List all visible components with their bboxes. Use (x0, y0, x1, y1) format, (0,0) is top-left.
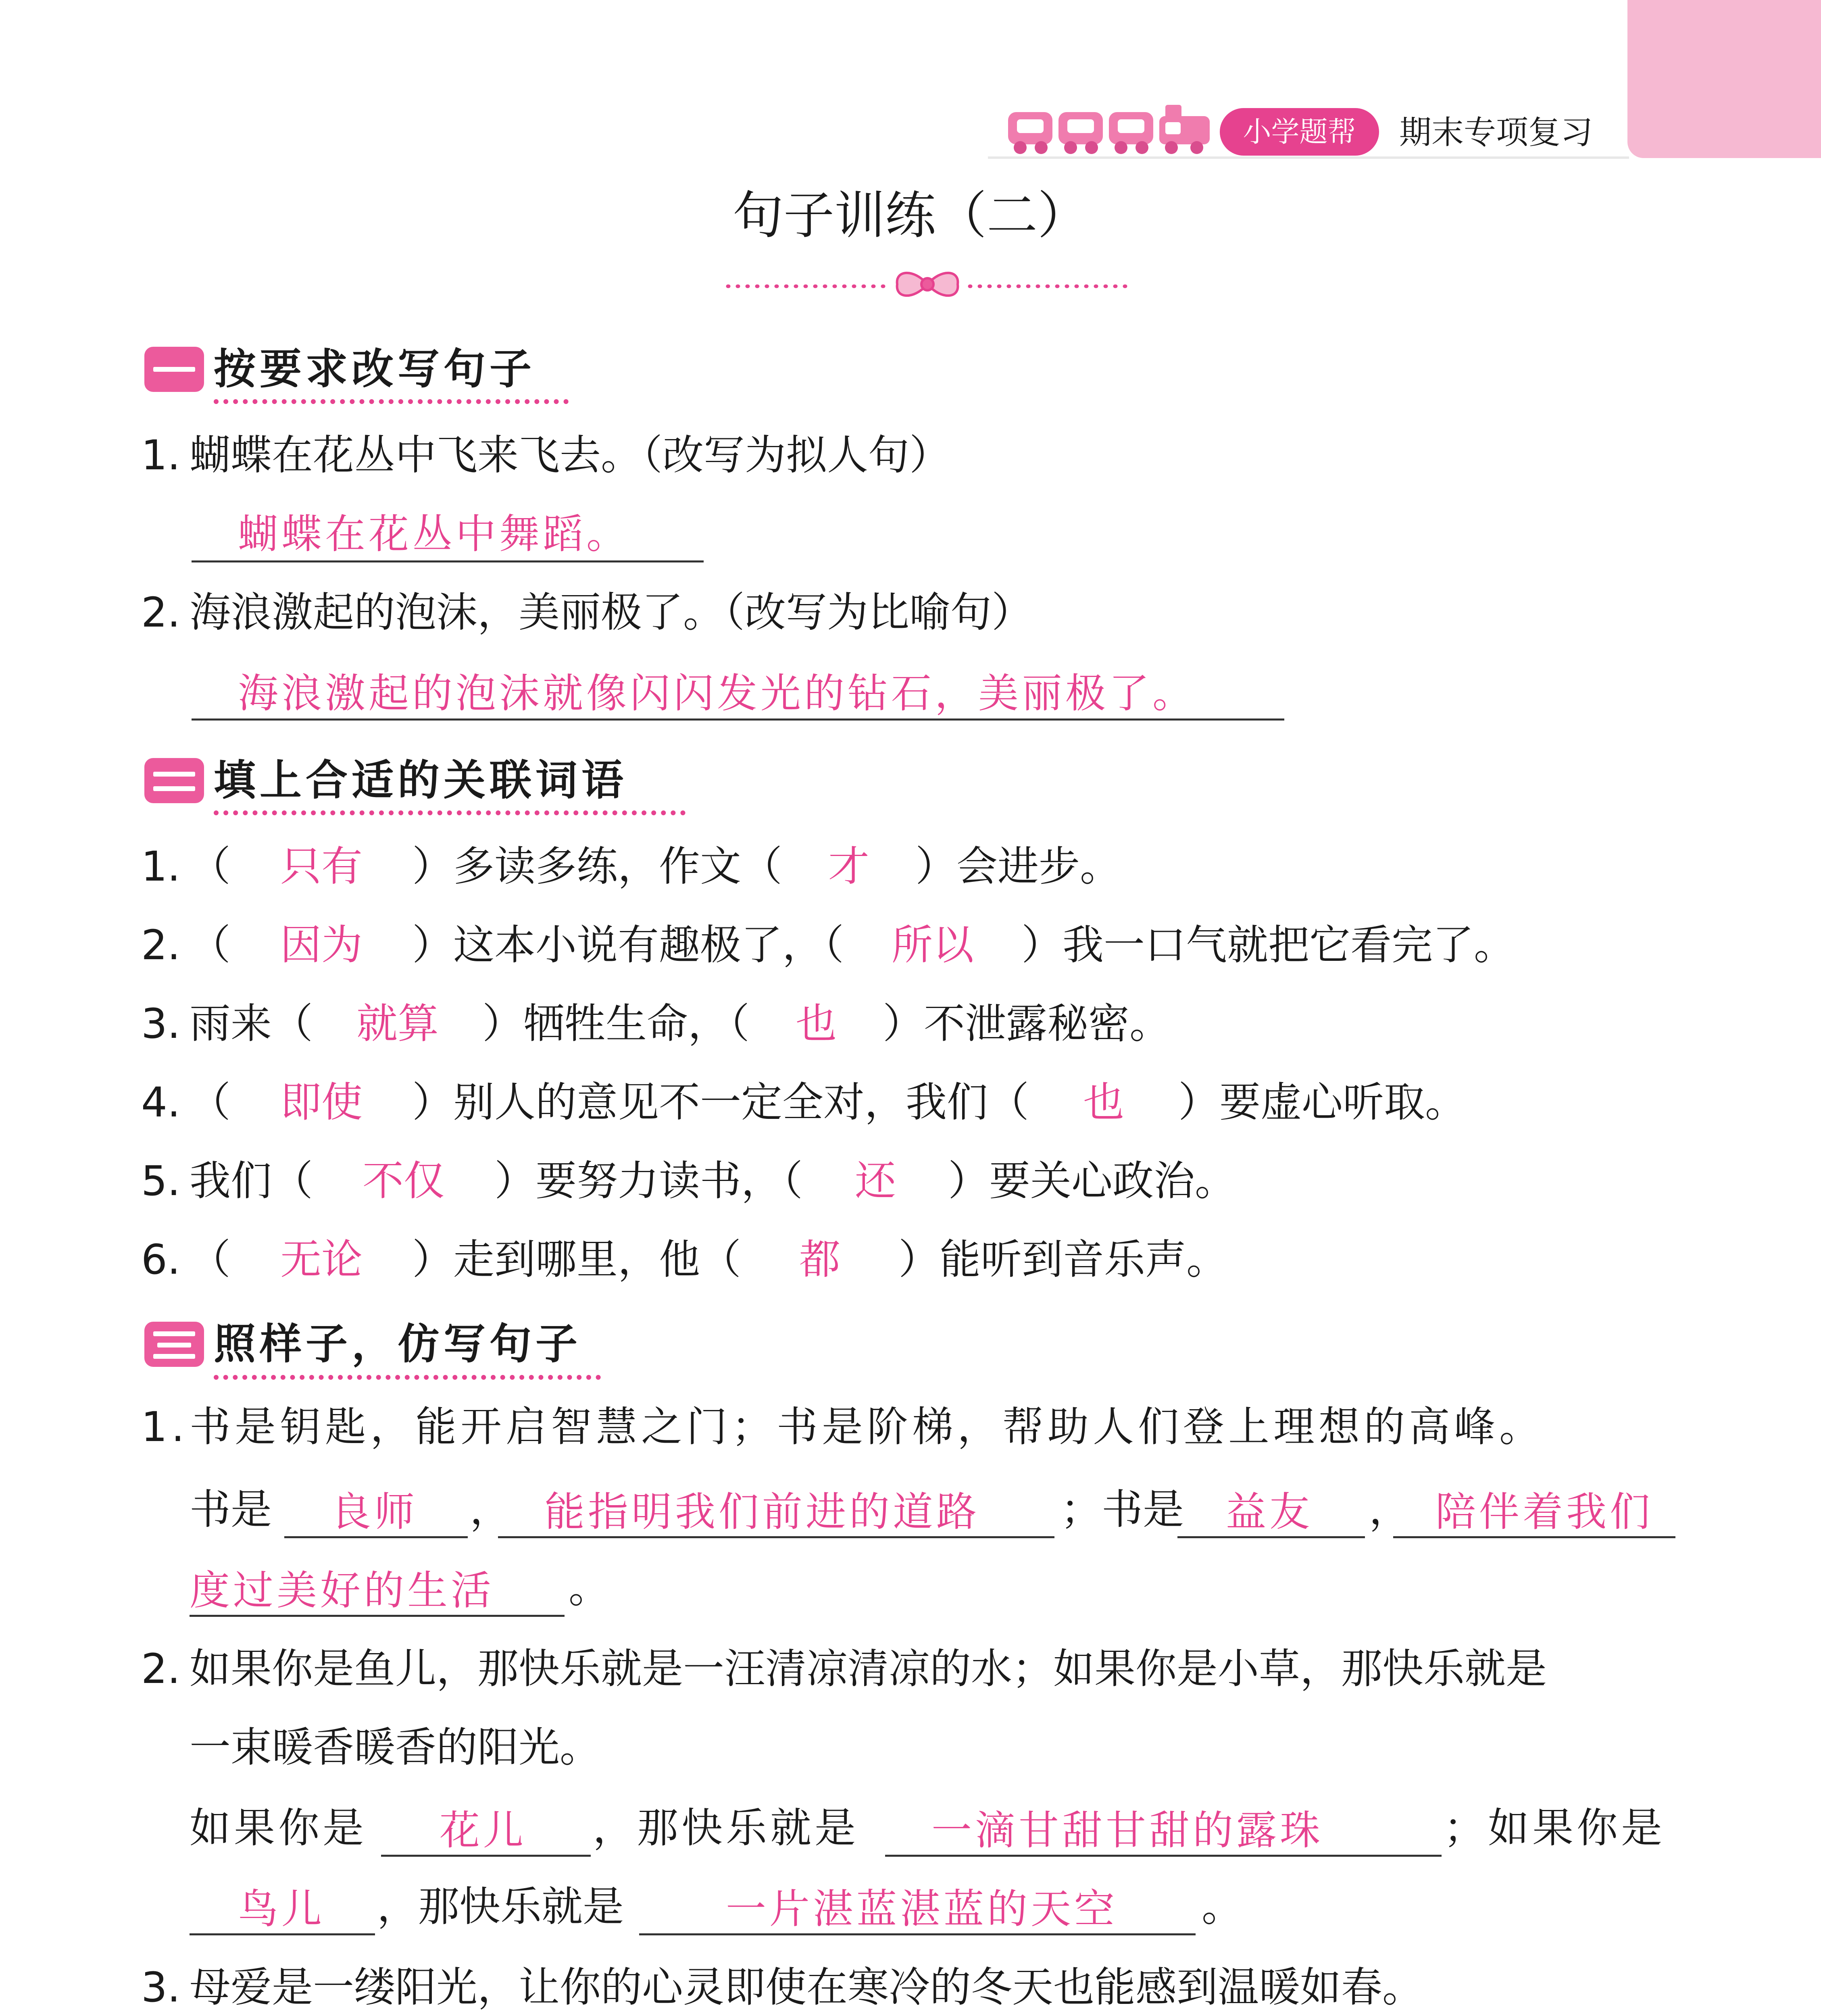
s3-q1-answer-4: 陪伴着我们 (1436, 1488, 1653, 1535)
s3-q1-example: 1.书是钥匙，能开启智慧之门；书是阶梯，帮助人们登上理想的高峰。 (141, 1403, 1544, 1451)
section-badge-3 (144, 1322, 204, 1367)
section-badge-2 (144, 758, 204, 803)
s2-q1-answer-2: 才 (828, 843, 869, 891)
s2-q6-answer-1: 无论 (280, 1236, 363, 1284)
s3-q1-comma-1: ， (470, 1486, 511, 1534)
s3-q1-text: 书是钥匙，能开启智慧之门；书是阶梯，帮助人们登上理想的高峰。 (190, 1403, 1544, 1451)
s2-q4-answer-2: 也 (1083, 1079, 1124, 1127)
section-title-2: 填上合适的关联词语 (214, 756, 628, 805)
section-title-1: 按要求改写句子 (214, 344, 536, 394)
s1-q2-answer: 海浪激起的泡沫就像闪闪发光的钻石，美丽极了。 (238, 670, 1196, 717)
s3-q2-answer-4: 一片湛蓝湛蓝的天空 (726, 1885, 1118, 1933)
s3-q1-comma-2: ， (1369, 1486, 1410, 1534)
bow-divider-icon (724, 262, 1131, 302)
s3-q3-example: 3. 母爱是一缕阳光，让你的心灵即使在寒冷的冬天也能感到温暖如春。 (141, 1964, 1423, 2012)
s3-q2-answer-1: 花儿 (440, 1807, 527, 1854)
s3-q1-answer-5: 度过美好的生活 (190, 1567, 494, 1614)
s2-q5: 5. 我们（ 不仅 ）要努力读书，（ 还 ）要关心政治。 (141, 1153, 1236, 1210)
s2-q2-answer-2: 所以 (892, 921, 974, 969)
s2-q3-answer-2: 也 (796, 1000, 837, 1048)
s3-q2-answer-3: 鸟儿 (238, 1885, 325, 1933)
s2-q6: 6. （ 无论 ）走到哪里，他（ 都 ）能听到音乐声。 (141, 1232, 1227, 1288)
s3-q1-answer-1: 良师 (331, 1488, 418, 1535)
s2-q3-answer-1: 就算 (356, 1000, 439, 1048)
s3-q1-word-1: 书是 (190, 1486, 272, 1534)
s3-q3-text: 母爱是一缕阳光，让你的心灵即使在寒冷的冬天也能感到温暖如春。 (190, 1964, 1423, 2012)
s3-q2-word-3: ；如果你是 (1444, 1804, 1665, 1852)
s3-q2-example-2: 一束暖香暖香的阳光。 (190, 1724, 601, 1772)
s3-q1-answer-2: 能指明我们前进的道路 (544, 1488, 980, 1535)
s2-q2-answer-1: 因为 (280, 921, 363, 969)
s3-q1-end: 。 (569, 1564, 610, 1612)
s3-q2-answer-2: 一滴甘甜甘甜的露珠 (931, 1807, 1323, 1854)
s2-q4-answer-1: 即使 (280, 1079, 363, 1127)
s3-q2-word-4: ，那快乐就是 (377, 1883, 624, 1931)
s2-q4: 4. （ 即使 ）别人的意见不一定全对，我们（ 也 ）要虚心听取。 (141, 1075, 1466, 1131)
section-underline-3 (214, 1375, 601, 1380)
s2-q5-answer-2: 还 (855, 1157, 896, 1205)
s3-q2-example-1: 2. 如果你是鱼儿，那快乐就是一汪清凉清凉的水；如果你是小草，那快乐就是 (141, 1645, 1547, 1693)
s2-q1-answer-1: 只有 (280, 843, 363, 891)
s3-q2-word-1: 如果你是 (190, 1804, 367, 1852)
header-subtitle: 期末专项复习 (1399, 114, 1593, 151)
s1-q2-text: 海浪激起的泡沫，美丽极了。（改写为比喻句） (190, 589, 1033, 637)
s2-q3: 3. 雨来（ 就算 ）牺牲生命，（ 也 ）不泄露秘密。 (141, 996, 1171, 1052)
corner-tab-top (1627, 0, 1821, 158)
s1-q2-prompt: 2. 海浪激起的泡沫，美丽极了。（改写为比喻句） (141, 589, 1033, 637)
s1-q1-prompt: 1. 蝴蝶在花丛中飞来飞去。（改写为拟人句） (141, 431, 950, 479)
s1-q1-answer: 蝴蝶在花丛中舞蹈。 (238, 510, 630, 558)
section-underline-2 (214, 810, 685, 815)
s2-q6-answer-2: 都 (799, 1236, 840, 1284)
section-underline-1 (214, 399, 569, 404)
section-title-3: 照样子，仿写句子 (214, 1319, 582, 1368)
train-icon (1004, 100, 1214, 160)
s1-q1-text: 蝴蝶在花丛中飞来飞去。（改写为拟人句） (190, 431, 950, 479)
s3-q2-end: 。 (1202, 1883, 1243, 1931)
section-badge-1 (144, 347, 204, 392)
s3-q2-word-2: ，那快乐就是 (593, 1804, 859, 1852)
brand-badge: 小学题帮 (1220, 108, 1379, 156)
s3-q1-answer-3: 益友 (1226, 1488, 1313, 1535)
s2-q2: 2. （ 因为 ）这本小说有趣极了，（ 所以 ）我一口气就把它看完了。 (141, 917, 1515, 974)
s3-q1-word-2: ；书是 (1061, 1486, 1184, 1534)
s2-q1: 1. （ 只有 ）多读多练，作文（ 才 ）会进步。 (141, 839, 1121, 895)
s3-q2-text-1: 如果你是鱼儿，那快乐就是一汪清凉清凉的水；如果你是小草，那快乐就是 (190, 1645, 1547, 1693)
page-title: 句子训练（二） (733, 186, 1088, 245)
s2-q5-answer-1: 不仅 (363, 1157, 445, 1205)
